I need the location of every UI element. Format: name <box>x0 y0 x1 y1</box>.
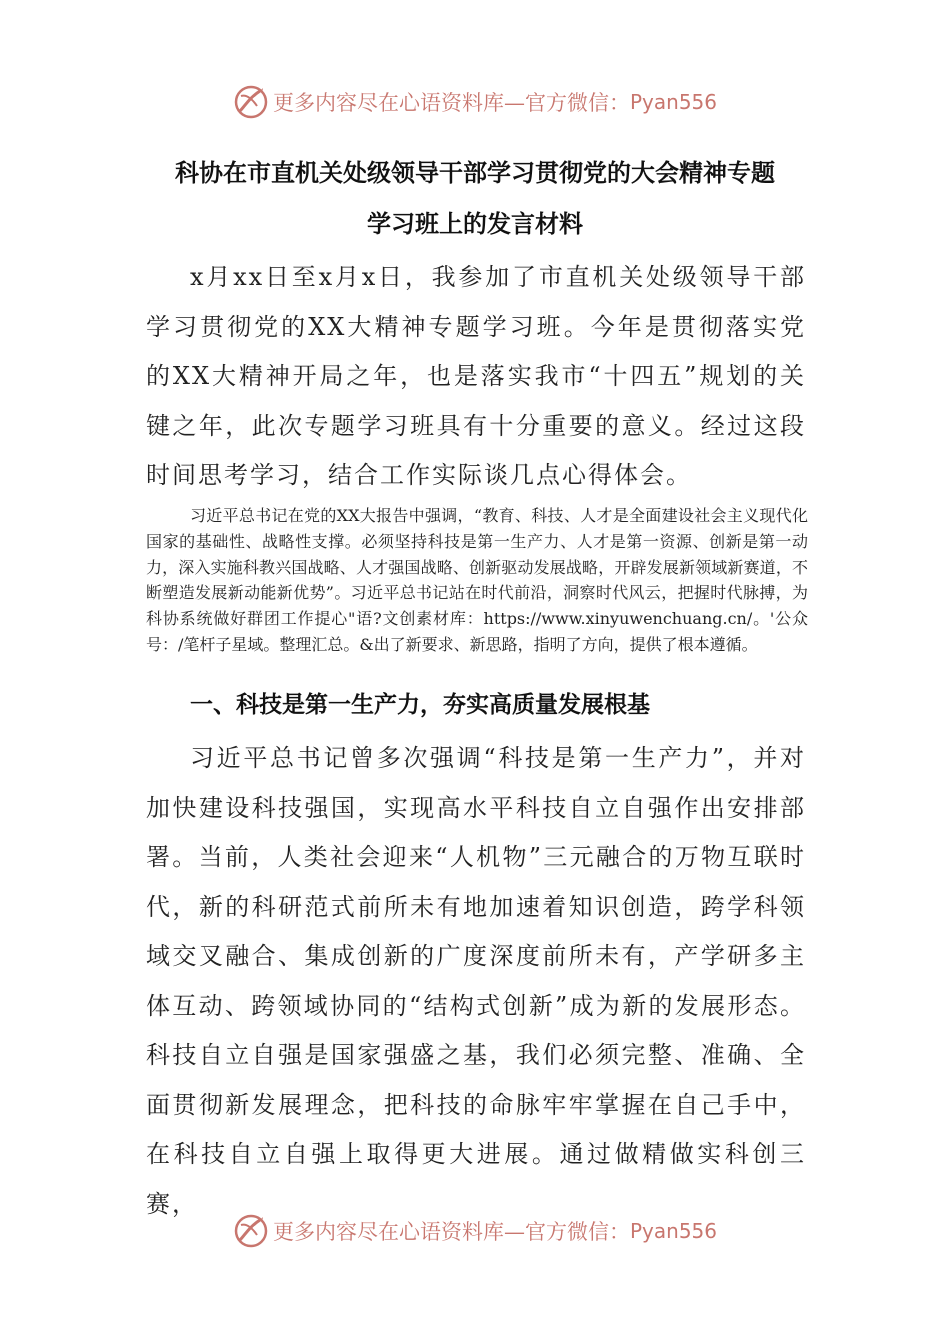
footer-banner <box>0 1211 950 1251</box>
banner-wechat-id: Pyan556 <box>629 90 717 114</box>
section-heading: 一、科技是第一生产力，夯实高质量发展根基 <box>190 692 650 718</box>
intro-paragraph: x月xx日至x月x日，我参加了市直机关处级领导干部学习贯彻党的XX大精神专题学习班。今年是贯彻落实党的XX大精神开局之年，也是落实我市“十四五”规划的关键之年，此次专题学习班具有十分重要的意义。经过这段时间思考学习，结合工作实际谈几点心得体会。 <box>146 263 806 489</box>
quote-paragraph: 习近平总书记在党的XX大报告中强调，“教育、科技、人才是全面建设社会主义现代化国家的基础性、战略性支撑。必须坚持科技是第一生产力、人才是第一资源、创新是第一动力，深入实施科教兴国战略、人才强国战略、创新驱动发展战略，开辟发展新领域新赛道，不断塑造发展新动能新优势”。习近平总书记站在时代前沿，洞察时代风云，把握时代脉搏，为科协系统做好群团工作提心"语?文创素材库：https://www.xinyuwenchuang.cn/。'公众号：/笔杆子星域。整理汇总。&出了新要求、新思路，指明了方向，提供了根本遵循。 <box>146 506 808 654</box>
banner-text: 更多内容尽在心语资料库—官方微信： <box>272 91 630 115</box>
banner-wechat-id: Pyan556 <box>629 1219 717 1243</box>
section-paragraph: 习近平总书记曾多次强调“科技是第一生产力”，并对加快建设科技强国，实现高水平科技自立自强作出安排部署。当前，人类社会迎来“人机物”三元融合的万物互联时代，新的科研范式前所未有地加速着知识创造，跨学科领域交叉融合、集成创新的广度深度前所未有，产学研多主体互动、跨领域协同的“结构式创新”成为新的发展形态。科技自立自强是国家强盛之基，我们必须完整、准确、全面贯彻新发展理念，把科技的命脉牢牢掌握在自己手中，在科技自立自强上取得更大进展。通过做精做实科创三赛， <box>146 744 806 1218</box>
header-banner <box>0 82 950 122</box>
pen-logo-icon <box>233 84 269 120</box>
document-title-line-2: 学习班上的发言材料 <box>367 210 583 238</box>
banner-text: 更多内容尽在心语资料库—官方微信： <box>272 1220 630 1244</box>
pen-logo-icon <box>233 1213 269 1249</box>
document-title-line-1: 科协在市直机关处级领导干部学习贯彻党的大会精神专题 <box>175 159 775 187</box>
